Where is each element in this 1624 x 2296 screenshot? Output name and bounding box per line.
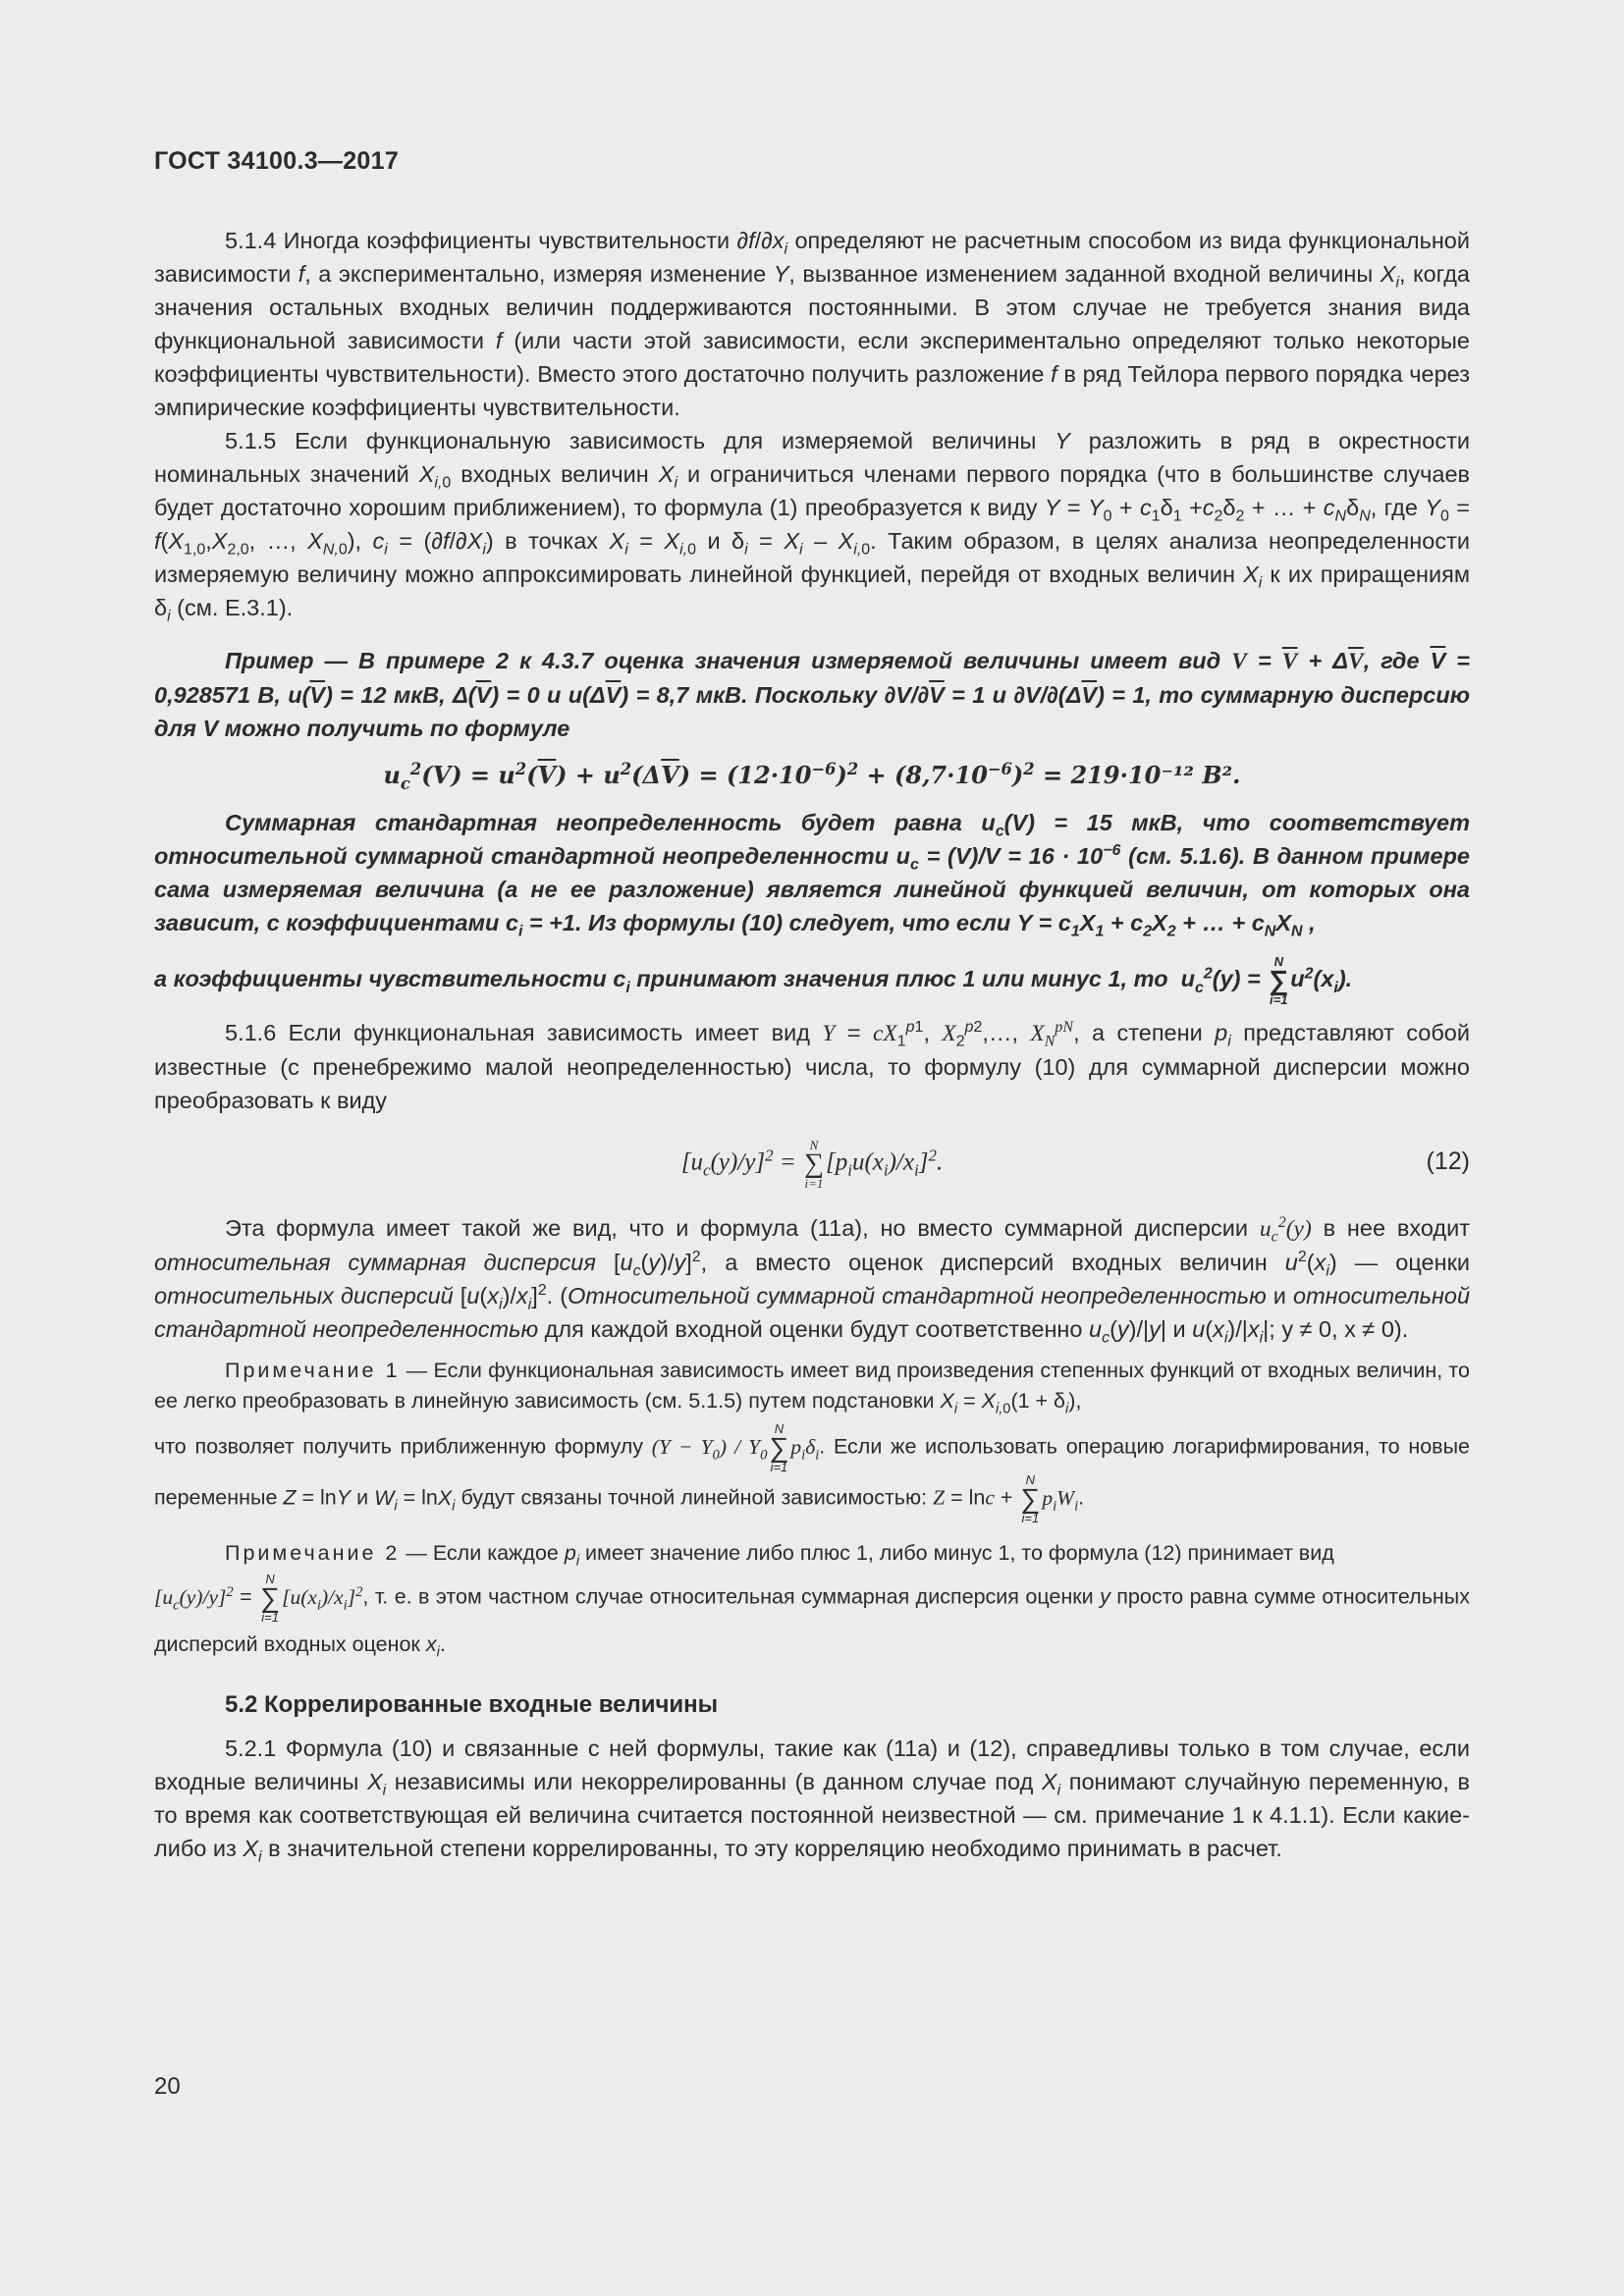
paragraph-after-eq12: Эта формула имеет такой же вид, что и формула (11а), но вместо суммарной дисперсии $u_c^2(y)$ в нее входит относительная суммарная дисперсия $[u_c(y)/y]^2$, а вместо оценок дисперсий входных величин $u^2(x_i)$ — оценки относительных дисперсий $[u(x_i)/x_i]^2$. (Относительной суммарной стандартной неопределенностью и относительной стандартной неопределенностью для каждой входной оценки будут соответственно $u_c(y)/|y|$ и $u(x_i)/|x_i|$; y ≠ 0, x ≠ 0). [154,1214,1471,1347]
note-2-cont: $[u_c(y)/y]^2$ = N ∑ i=1 $[u(x_i)/x_i]^2$, т. е. в этом частном случае относительная суммарная дисперсия оценки y просто равна сумме относительных дисперсий входных оценок $x_i$. [154,1572,1470,1661]
example-paragraph: Пример — В примере 2 к 4.3.7 оценка значения измеряемой величины имеет вид $V = \overline{V} + \Delta\overline{V}$, где $\overline{V} = 0,928571$ В, $u(\overline{V}) = 12$ мкВ, $\Delta(\overline{V}) = 0$ и $u(\Delta\overline{V}) = 8,7$ мкВ. Поскольку $\partial V/\partial\overline{V} = 1$ и $\partial V/\partial(\Delta\overline{V}) = 1$, то суммарную дисперсию для V можно получить по формуле [154,648,1471,741]
section-5-2-heading: 5.2 Коррелированные входные величины [225,1691,719,1718]
document-header: ГОСТ 34100.3—2017 [154,147,400,175]
paragraph-5-1-6: 5.1.6 Если функциональная зависимость имеет вид $Y = cX_1^{p1}$, $X_2^{p2},\dots$, $X_N^{pN}$, а степени $p_i$ представляют собой известные (с пренебрежимо малой неопределенностью) числа, то формулу (10) для суммарной дисперсии можно преобразовать к виду [154,1019,1470,1113]
example-formula: $u_c^2(V) = u^2(\overline{V}) + u^2(\Delta\overline{V}) = (12\cdot 10^{-6})^2 + (8,7\cdot 10^{-6})^2 = 219\cdot 10^{-12}$ В². [383,760,1241,793]
document-body [154,224,1470,1865]
paragraph-5-1-5: 5.1.5 Если функциональную зависимость для измеряемой величины Y разложить в ряд в окрестности номинальных значений $X_{i,0}$ входных величин $X_i$ и ограничиться членами первого порядка (что в большинстве случаев будет достаточно хорошим приближением), то формула (1) преобразуется к виду $Y = Y_0 + c_1\delta_1 +c_2\delta_2$ + … + $c_N\delta_N$, где $Y_0 = f(X_{1,0},X_{2,0}$, …, $X_{N,0}$), $c_i = (\partial f/\partial X_i)$ в точках $X_i = X_{i,0}$ и $\delta_i = X_i - X_{i,0}$. Таким образом, в целях анализа неопределенности измеряемую величину можно аппроксимировать линейной функцией, перейдя от входных величин $X_i$ к их приращениям $\delta_i$ (см. Е.3.1). [154,428,1470,625]
example-paragraph-2: Суммарная стандартная неопределенность будет равна $u_c(V) = 15$ мкВ, что соответствует относительной суммарной стандартной неопределенности $u_c = (V)/V = 16 \cdot 10^{-6}$ (см. 5.1.6). В данном примере сама измеряемая величина (а не ее разложение) является линейной функцией величин, от которых она зависит, с коэффициентами $c_i = +1$. Из формулы (10) следует, что если $Y = c_1X_1 + c_2X_2$ + … + $c_NX_N$ , [154,810,1470,940]
note-1: Примечание 1 — Если функциональная зависимость имеет вид произведения степенных функций от входных величин, то ее легко преобразовать в линейную зависимость (см. 5.1.5) путем подстановки $X_i = X_{i,0}(1 + \delta_i)$, [154,1359,1470,1417]
example-paragraph-3: а коэффициенты чувствительности $c_i$ принимают значения плюс 1 или минус 1, то $u_c^2(y)$ = N ∑ i=1 $u^2(x_i)$. [154,954,1353,1007]
note-2: Примечание 2 — Если каждое $p_i$ имеет значение либо плюс 1, либо минус 1, то формула (12) принимает вид [225,1541,1334,1570]
note-1-cont: что позволяет получить приближенную формулу $(Y - Y_0) / Y_0$ N ∑ i=1 $p_i\delta_i$. Если же использовать операцию логарифмирования, то новые переменные Z = lnY и $W_i = \ln X_i$ будут связаны точной линейной зависимостью: Z = lnc + N ∑ i=1 $p_iW_i$. [154,1421,1470,1525]
paragraph-5-2-1: 5.2.1 Формула (10) и связанные с ней формулы, такие как (11а) и (12), справедливы только в том случае, если входные величины $X_i$ независимы или некоррелированны (в данном случае под $X_i$ понимают случайную переменную, в то время как соответствующая ей величина считается постоянной неизвестной — см. примечание 1 к 4.1.1). Если какие-либо из $X_i$ в значительной степени коррелированны, то эту корреляцию необходимо принимать в расчет. [154,1735,1470,1866]
page-number: 20 [154,2073,181,2100]
equation-12: $[u_c(y)/y]^2$ = N ∑ i=1 $[p_iu(x_i)/x_i]^2$. (12) [680,1138,1470,1191]
equation-number: (12) [1426,1148,1470,1175]
paragraph-5-1-4: 5.1.4 Иногда коэффициенты чувствительности $\partial f/\partial x_i$ определяют не расчетным способом из вида функциональной зависимости f, а экспериментально, измеряя изменение Y, вызванное изменением заданной входной величины $X_i$, когда значения остальных входных величин поддерживаются постоянными. В этом случае не требуется знания вида функциональной зависимости f (или части этой зависимости, если экспериментально определяют только некоторые коэффициенты чувствительности). Вместо этого достаточно получить разложение f в ряд Тейлора первого порядка через эмпирические коэффициенты чувствительности. [154,228,1471,420]
